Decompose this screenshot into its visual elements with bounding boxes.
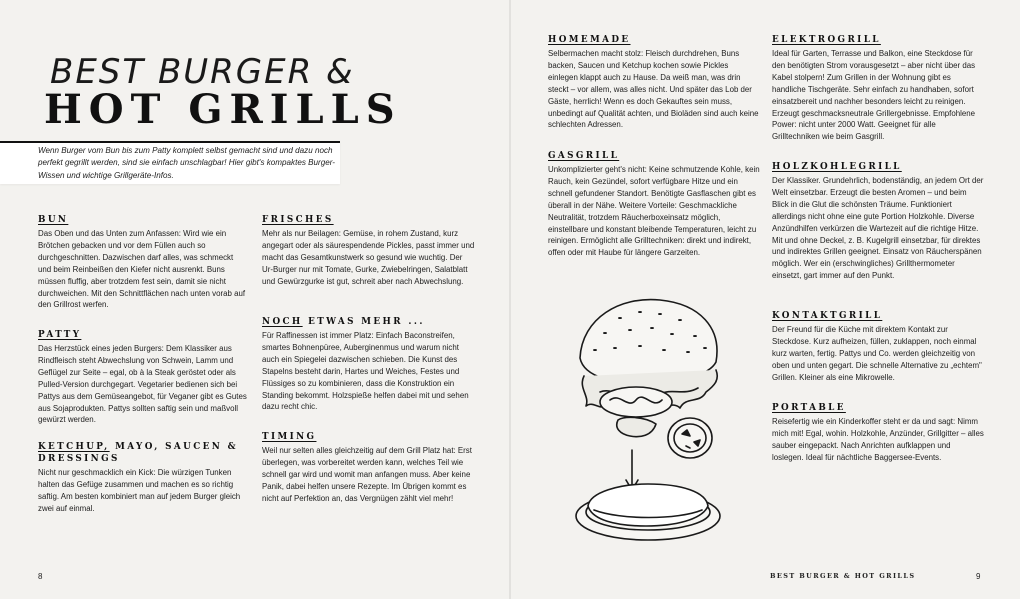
- section-body: Ideal für Garten, Terrasse und Balkon, eine Steckdose für den benötigten Strom vorausgesetzt – aber nicht über das Kabel stolpern! Zum Grillen in der Wohnung gibt es handliche Tischgeräte. Sehr einfach zu handhaben, sofort einsatzbereit und nachher besonders leicht zu reinigen. Erzeugt geschmacksneutrale Grillergebnisse. Empfohlene Power: nicht unter 2000 Watt. Geeignet für alle Grilltechniken wie beim Gasgrill.: [772, 49, 976, 142]
- section-body: Selbermachen macht stolz: Fleisch durchdrehen, Buns backen, Saucen und Ketchup kochen sowie Pickles einlegen klappt auch zu Hause. Da weiß man, was drin steckt – vor allem, was alles nicht. Und später das Lob der Gäste, herrlich! Wenn es doch Gekauftes sein muss, unbedingt auf Qualität achten, und Bioläden sind auch keine schlechten Adressen.: [548, 49, 759, 130]
- section-body: Reisefertig wie ein Kinderkoffer steht er da und sagt: Nimm mich mit! Egal, wohin. Holzkohle, Anzünder, Grillgitter – alles sauber eingepackt. Nach Anrichten aufklappen und loslegen. Ideal für nächtliche Baggersee-Events.: [772, 417, 984, 462]
- page-number-right: 9: [976, 572, 981, 581]
- section-body: Das Oben und das Unten zum Anfassen: Wird wie ein Brötchen gebacken und vor dem Füllen auch so durchgeschnitten. Dazwischen darf alles, was schmeckt und beim Reinbeißen den Kiefer nicht ausrenkt. Buns müssen fluffig, aber trotzdem fest sein, damit sie nicht durchweichen. Mit den Schnittflächen nach unten vorab auf den Grillrost werfen.: [38, 229, 246, 310]
- section-gasgrill: [548, 150, 760, 259]
- page-title-line2: HOT GRILLS: [44, 86, 402, 133]
- intro-text: Wenn Burger vom Bun bis zum Patty komplett selbst gemacht sind und dazu noch perfekt gegrillt werden, sind sie einfach unschlagbar! Hier gibt's kompaktes Burger-Wissen und wichtige Grillgeräte-Infos.: [38, 146, 335, 180]
- section-timing: [262, 431, 475, 505]
- section-heading: HOLZKOHLEGRILL: [772, 162, 902, 172]
- section-heading: GASGRILL: [548, 151, 620, 161]
- page-title-line1: BEST BURGER &: [50, 52, 355, 92]
- section-noch-etwas-mehr: [262, 316, 475, 413]
- section-frisches: [262, 214, 475, 288]
- section-ketchup: [38, 441, 248, 515]
- page-number-left: 8: [38, 572, 43, 581]
- section-elektrogrill: [772, 34, 984, 143]
- section-patty: [38, 329, 248, 426]
- section-heading: TIMING: [262, 432, 317, 442]
- running-head: BEST BURGER & HOT GRILLS: [770, 572, 916, 580]
- section-body: Mehr als nur Beilagen: Gemüse, in rohem Zustand, kurz angegart oder als säurespendende Pickles, passt immer und macht das Gesamtkunstwerk so gesund wie wuchtig. Der Ur-Burger nur mit Tomate, Gurke, Zwiebelringen, Salatblatt und Gewürzgurke ist gut, schreit aber nach Abwechslung.: [262, 229, 475, 286]
- section-heading: KONTAKTGRILL: [772, 311, 883, 321]
- section-body: Für Raffinessen ist immer Platz: Einfach Baconstreifen, smartes Bohnenpüree, Auberginenmus und warum nicht auch ein Spiegelei dazwischen schieben. Die Kunst des Stapelns besteht darin, Hartes und Weiches, Festes und Flüssiges so zu kombinieren, dass die Konstruktion ein Standing bekommt. Holzspieße helfen dabei mit und sehen dazu recht chic.: [262, 331, 469, 412]
- section-body: Weil nur selten alles gleichzeitig auf dem Grill Platz hat: Erst überlegen, was vorbereitet werden kann, welches Teil wie schnell gar wird und womit man anfangen muss. Aber keine Panik, dabei helfen unsere Rezepte. Im Übrigen kommt es nicht auf Perfektion an, das Vergnügen zählt viel mehr!: [262, 446, 472, 503]
- section-portable: [772, 402, 984, 464]
- section-heading: BUN: [38, 215, 69, 225]
- section-body: Der Freund für die Küche mit direktem Kontakt zur Steckdose. Kurz aufheizen, füllen, zuklappen, noch einmal kurz warten, fertig. Pattys und Co. werden gleichzeitig von oben und unten gegart. Die schnelle Alternative zu „echtem" Grillen. Kleiner als eine Mikrowelle.: [772, 325, 982, 382]
- section-body: Nicht nur geschmacklich ein Kick: Die würzigen Tunken halten das Gefüge zusammen und machen es so richtig saftig. Am besten kombiniert man auf jedem Burger gleich zwei auf einmal.: [38, 468, 241, 513]
- section-body: Unkomplizierter geht's nicht: Keine schmutzende Kohle, kein Rauch, kein Gezündel, sofort verfügbare Hitze und ein schnell gefundener Standort. Benötigte Gasflaschen gibt es überall in der Nähe. Weitere Vorteile: Geschmackliche Neutralität, trotzdem Räucherboxeinsatz möglich, einstellbare und konstant bleibende Temperaturen, leicht zu reinigen. Ermöglicht alle Grilltechniken: direkt und indirekt, offen oder mit Haube für längere Garzeiten.: [548, 165, 760, 258]
- section-holzkohlegrill: [772, 161, 984, 282]
- section-body: Der Klassiker. Grundehrlich, bodenständig, an jedem Ort der Welt einsetzbar. Erzeugt die besten Aromen – und beim Blick in die Glut die schönsten Träume. Funktioniert allerdings nicht ohne eine gute Portion Holzkohle. Diverse Anzündhilfen verkürzen die Wartezeit auf die richtige Hitze. Mit und ohne Deckel, z. B. Kugelgrill einsetzbar, für direktes und indirektes Grillen geeignet. Einsatz von Räucherspänen möglich. Wer ein (erschwingliches) Grillthermometer einsetzt, gart immer auf den Punkt.: [772, 176, 984, 281]
- burger-illustration: [560, 288, 735, 558]
- section-homemade: [548, 34, 760, 131]
- page-fold: [509, 0, 511, 599]
- section-body: Das Herzstück eines jeden Burgers: Dem Klassiker aus Rindfleisch steht Abwechslung von Schwein, Lamm und Geflügel zur Seite – egal, ob à la Steak geröstet oder als Pulled-Version durchgegart. Vegetarier bedienen sich bei Pattys aus dem Gemüseangebot, für Veganer gibt es Gutes aus Sojaprodukten. Pattys sollten saftig sein und maßvoll gewürzt werden.: [38, 344, 247, 425]
- section-heading: KETCHUP, MAYO, SAUCEN & DRESSINGS: [38, 442, 238, 464]
- section-heading: HOMEMADE: [548, 35, 631, 45]
- section-heading: ELEKTROGRILL: [772, 35, 881, 45]
- section-bun: [38, 214, 248, 311]
- section-heading: FRISCHES: [262, 215, 334, 225]
- section-heading: PATTY: [38, 330, 82, 340]
- section-kontaktgrill: [772, 310, 984, 384]
- section-heading: NOCH ETWAS MEHR ...: [262, 317, 425, 327]
- section-heading: PORTABLE: [772, 403, 846, 413]
